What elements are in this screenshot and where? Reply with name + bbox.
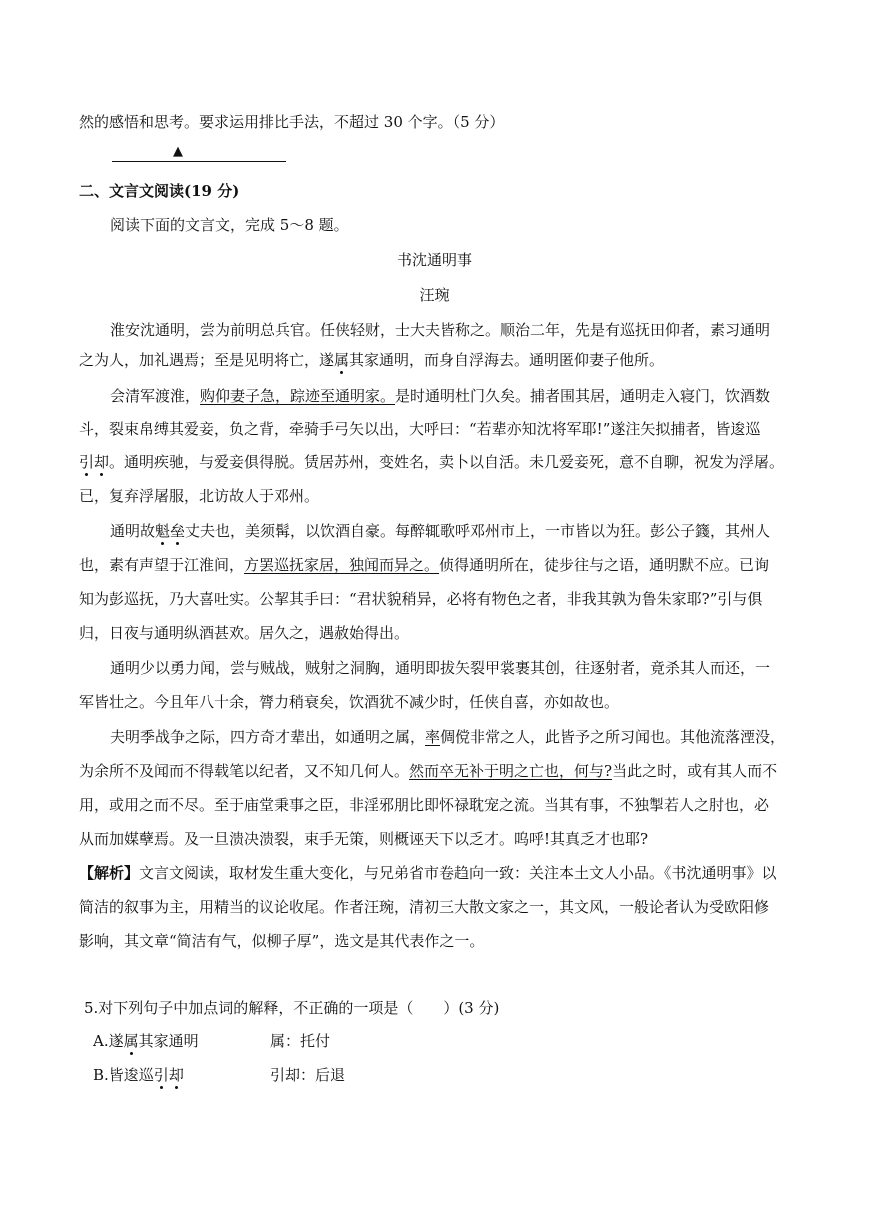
p2-line-1 <box>110 386 770 406</box>
p2-line-2: 斗，裂束帛缚其爱妾，负之背，牵骑手弓矢以出，大呼曰：“若辈亦知沈将军耶!”遂注矢拟捕者，皆逡巡 <box>79 420 761 438</box>
text-run: 夫明季战争之际，四方奇才辈出，如通明之属， <box>110 728 426 746</box>
analysis-line-1 <box>79 863 777 883</box>
p3-line-1 <box>110 521 770 541</box>
dotted-word: 引 <box>153 1066 169 1084</box>
text-run: 文言文阅读，取材发生重大变化，与兄弟省市卷趋向一致：关注本土文人小品。《书沈通明事》以 <box>139 864 777 882</box>
p1-line-2 <box>79 350 664 370</box>
section-heading: 二、文言文阅读(19 分) <box>79 182 240 200</box>
p5-line-2 <box>79 761 777 781</box>
passage-title: 书沈通明事 <box>396 251 472 269</box>
p1-line-1: 淮安沈通明，尝为前明总兵官。任侠轻财，士大夫皆称之。顺治二年，先是有巡抚田仰者，素习通明 <box>110 321 771 339</box>
p3-line-3: 知为彭巡抚，乃大喜吐实。公挈其手曰：“君状貌稍异，必将有物色之者，非我其孰为鲁朱家耶?”引与俱 <box>79 590 763 608</box>
text-run: 。通明疾驰，与爱妾俱得脱。赁居苏州，变姓名，卖卜以自活。未几爱妾死，意不自聊，祝发为浮屠。 <box>109 453 785 471</box>
underlined-sentence: 然而卒无补于明之亡也，何与? <box>409 762 613 780</box>
text-run: A.遂 <box>93 1032 124 1050</box>
text-run: 侦得通明所在，徒步往与之语，通明默不应。已询 <box>439 556 770 574</box>
text-run: 之为人，加礼遇焉；至是见明将亡，遂 <box>79 351 335 369</box>
p4-line-1: 通明少以勇力闻，尝与贼战，贼射之洞胸，通明即拔矢裂甲裳裹其创，往逐射者，竟杀其人而还，一 <box>110 659 771 677</box>
dotted-word: 引 <box>79 453 95 471</box>
dotted-word: 却 <box>168 1066 184 1084</box>
p5-line-4: 从而加媒孽焉。及一旦溃决溃裂，束手无策，则概诬天下以乏才。呜呼!其真乏才也耶? <box>79 830 649 848</box>
p3-line-2 <box>79 555 769 575</box>
text-run: 丈夫也，美须髯，以饮酒自豪。每醉辄歌呼邓州市上，一市皆以为狂。彭公子籛，其州人 <box>185 522 771 540</box>
p4-line-2: 军皆壮之。今且年八十余，膂力稍衰矣，饮酒犹不减少时，任侠自喜，亦如故也。 <box>79 693 620 711</box>
analysis-line-3: 影响，其文章“简洁有气，似柳子厚”，选文是其代表作之一。 <box>79 932 485 950</box>
text-run: 其家通明，而身自浮海去。通明匿仰妻子他所。 <box>349 351 665 369</box>
answer-triangle-marker: ▲ <box>173 144 183 159</box>
underlined-word: 率 <box>425 728 441 746</box>
text-run: 其家通明 <box>138 1032 199 1050</box>
text-run: 当此之时，或有其人而不 <box>612 762 778 780</box>
p2-line-3 <box>79 452 784 472</box>
p2-line-4: 已，复弃浮屠服，北访故人于邓州。 <box>79 487 320 505</box>
text-run: B.皆逡巡 <box>93 1066 154 1084</box>
text-run: 也，素有声望于江淮间， <box>79 556 245 574</box>
dotted-word: 属 <box>334 351 350 369</box>
dotted-word: 却 <box>94 453 110 471</box>
p3-line-4: 归，日夜与通明纵酒甚欢。居久之，遇赦始得出。 <box>79 624 410 642</box>
answer-blank-line <box>112 161 286 162</box>
p5-line-1 <box>110 727 785 747</box>
option-a-sense: 属：托付 <box>270 1032 331 1050</box>
option-b-sense: 引却：后退 <box>270 1066 346 1084</box>
dotted-word: 垒 <box>170 522 186 540</box>
dotted-word: 魁 <box>155 522 171 540</box>
option-b <box>93 1065 184 1085</box>
question-5-stem: 5.对下列句子中加点词的解释，不正确的一项是（ ）(3 分) <box>84 999 500 1017</box>
passage-author: 汪琬 <box>419 286 450 304</box>
option-a <box>93 1031 199 1051</box>
dotted-word: 属 <box>123 1032 139 1050</box>
p5-line-3: 用，或用之而不尽。至于庙堂秉事之臣，非淫邪朋比即怀禄耽宠之流。当其有事，不独掣若人之肘也，必 <box>79 796 770 814</box>
analysis-line-2: 简洁的叙事为主，用精当的议论收尾。作者汪琬，清初三大散文家之一，其文风，一般论者认为受欧阳修 <box>79 898 770 916</box>
underlined-sentence: 方罢巡抚家居，独闻而异之。 <box>244 556 440 574</box>
text-run: 通明故 <box>110 522 156 540</box>
text-run: 是时通明杜门久矣。捕者围其居，通明走入寝门，饮酒数 <box>395 387 771 405</box>
text-run: 倜傥非常之人，此皆予之所习闻也。其他流落湮没， <box>440 728 786 746</box>
text-run: 会清军渡淮， <box>110 387 201 405</box>
underlined-sentence: 购仰妻子急，踪迹至通明家。 <box>200 387 396 405</box>
analysis-tag: 【解析】 <box>79 864 140 882</box>
reading-instruction: 阅读下面的文言文，完成 5～8 题。 <box>110 216 349 234</box>
text-run: 为余所不及闻而不得载笔以纪者，又不知几何人。 <box>79 762 410 780</box>
question-4-tail: 然的感悟和思考。要求运用排比手法，不超过 30 个字。（5 分） <box>79 113 505 131</box>
